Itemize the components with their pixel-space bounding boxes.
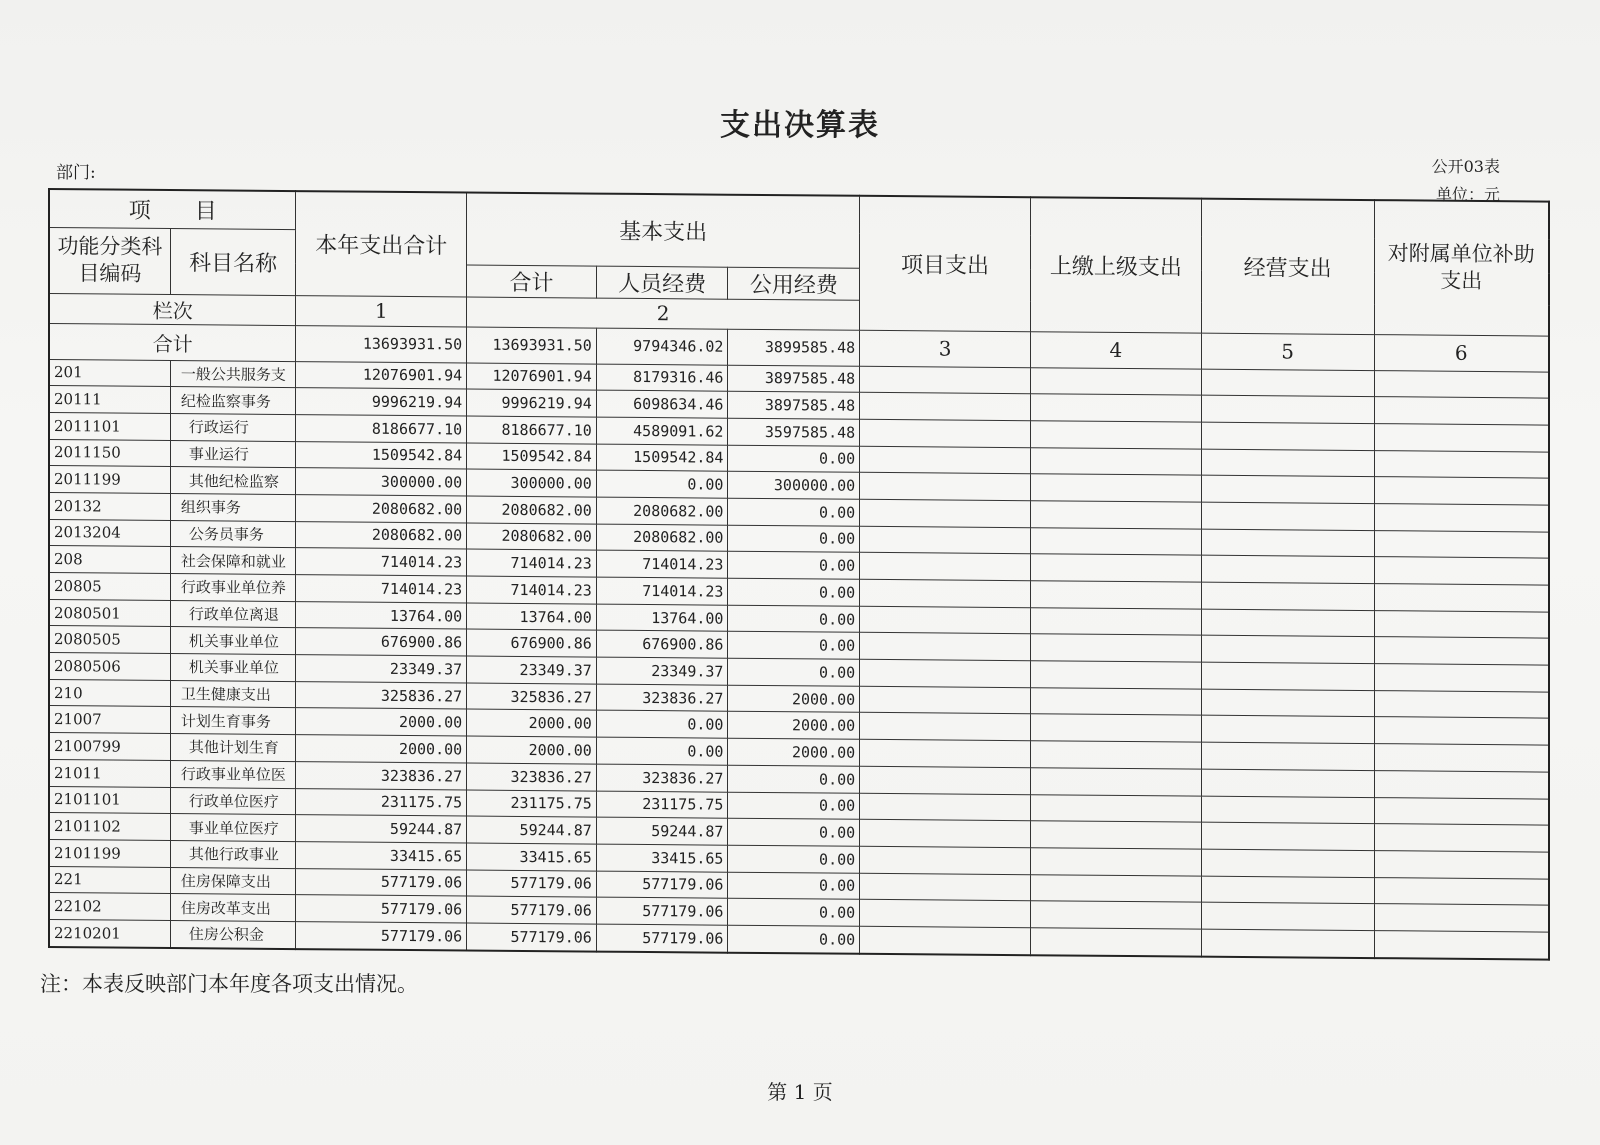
row-code: 20132 (49, 492, 170, 520)
row-code: 2011101 (49, 412, 170, 440)
public-funds-header: 公用经费 (728, 267, 860, 300)
row-empty-cell (1374, 690, 1549, 718)
row-basic-total: 1509542.84 (467, 443, 597, 471)
item-header: 项 目 (49, 189, 296, 229)
row-empty-cell (1201, 716, 1374, 744)
row-empty-cell (860, 793, 1031, 821)
row-empty-cell (1201, 902, 1374, 930)
column-index-label: 栏次 (49, 293, 296, 325)
row-empty-cell (1030, 367, 1201, 395)
row-empty-cell (1374, 904, 1549, 932)
func-code-header: 功能分类科目编码 (49, 227, 170, 294)
row-empty-cell (860, 579, 1031, 607)
row-total: 323836.27 (296, 761, 467, 789)
row-personnel: 714014.23 (596, 577, 728, 605)
row-empty-cell (1201, 529, 1374, 557)
row-subject-name: 卫生健康支出 (170, 680, 296, 708)
row-empty-cell (1374, 504, 1549, 532)
row-public-funds: 0.00 (728, 552, 860, 580)
row-personnel: 2080682.00 (596, 524, 728, 552)
row-code: 20805 (49, 573, 170, 601)
page-title: 支出决算表 (720, 108, 880, 143)
row-empty-cell (860, 873, 1031, 901)
row-empty-cell (1201, 796, 1374, 824)
expense-table (48, 188, 1550, 960)
row-subject-name: 机关事业单位 (170, 627, 296, 655)
row-personnel: 577179.06 (596, 897, 728, 925)
row-code: 221 (49, 866, 170, 894)
row-empty-cell (1374, 664, 1549, 692)
row-personnel: 323836.27 (596, 764, 728, 792)
row-empty-cell (1374, 637, 1549, 665)
row-basic-total: 59244.87 (467, 816, 597, 844)
row-empty-cell (1201, 876, 1374, 904)
row-total: 714014.23 (296, 548, 467, 576)
row-basic-total: 12076901.94 (467, 363, 597, 391)
row-total: 2000.00 (296, 735, 467, 763)
row-public-funds: 300000.00 (728, 471, 860, 499)
row-basic-total: 577179.06 (467, 870, 597, 898)
row-subject-name: 住房改革支出 (170, 894, 296, 922)
row-basic-total: 325836.27 (467, 683, 597, 711)
row-total: 577179.06 (296, 868, 467, 896)
row-code: 22102 (49, 893, 170, 921)
row-total: 33415.65 (296, 841, 467, 869)
row-subject-name: 行政运行 (170, 413, 296, 441)
unit-label: 单位：元 (1435, 185, 1500, 204)
row-empty-cell (1374, 610, 1549, 638)
row-total: 23349.37 (296, 655, 467, 683)
basic-total-header: 合计 (467, 265, 597, 298)
row-empty-cell (1030, 607, 1201, 635)
row-subject-name: 计划生育事务 (170, 707, 296, 735)
row-empty-cell (1201, 449, 1374, 477)
row-personnel: 0.00 (596, 711, 728, 739)
row-public-funds: 0.00 (728, 818, 860, 846)
column-index-1: 1 (296, 295, 467, 326)
row-basic-total: 9996219.94 (467, 389, 597, 417)
row-basic-total: 2080682.00 (467, 496, 597, 524)
row-personnel: 577179.06 (596, 871, 728, 899)
total-amount: 13693931.50 (296, 325, 467, 362)
row-empty-cell (1374, 717, 1549, 745)
row-subject-name: 住房公积金 (170, 920, 296, 948)
row-public-funds: 0.00 (728, 525, 860, 553)
row-empty-cell (1030, 848, 1201, 876)
row-empty-cell (1374, 770, 1549, 798)
row-personnel: 23349.37 (596, 657, 728, 685)
row-total: 2080682.00 (296, 521, 467, 549)
row-basic-total: 300000.00 (467, 469, 597, 497)
table-note: 注：本表反映部门本年度各项支出情况。 (40, 972, 418, 996)
row-empty-cell (1201, 395, 1374, 423)
row-public-funds: 3897585.48 (728, 365, 860, 393)
row-total: 676900.86 (296, 628, 467, 656)
row-empty-cell (1374, 477, 1549, 505)
row-empty-cell (1030, 527, 1201, 555)
row-basic-total: 231175.75 (467, 790, 597, 818)
row-empty-cell (1030, 741, 1201, 769)
row-empty-cell (860, 819, 1031, 847)
row-subject-name: 其他纪检监察 (170, 467, 296, 495)
row-subject-name: 公务员事务 (170, 520, 296, 548)
row-empty-cell (1201, 822, 1374, 850)
row-empty-cell (860, 526, 1031, 554)
column-index-2: 2 (467, 297, 860, 330)
row-public-funds: 2000.00 (728, 738, 860, 766)
row-empty-cell (1030, 394, 1201, 422)
row-empty-cell (860, 659, 1031, 687)
row-empty-cell (1030, 501, 1201, 529)
row-subject-name: 一般公共服务支 (170, 360, 296, 388)
row-subject-name: 行政事业单位养 (170, 574, 296, 602)
row-empty-cell (860, 713, 1031, 741)
row-empty-cell (860, 846, 1031, 874)
row-personnel: 0.00 (596, 737, 728, 765)
row-code: 2101101 (49, 786, 170, 814)
row-empty-cell (1374, 797, 1549, 825)
row-basic-total: 323836.27 (467, 763, 597, 791)
row-personnel: 33415.65 (596, 844, 728, 872)
row-code: 2101102 (49, 813, 170, 841)
row-basic-total: 676900.86 (467, 629, 597, 657)
row-empty-cell (1374, 423, 1549, 451)
row-public-funds: 0.00 (728, 872, 860, 900)
row-personnel: 2080682.00 (596, 497, 728, 525)
row-personnel: 6098634.46 (596, 390, 728, 418)
row-public-funds: 3897585.48 (728, 391, 860, 419)
basic-expense-header: 基本支出 (467, 193, 860, 268)
row-personnel: 577179.06 (596, 924, 728, 952)
row-total: 577179.06 (296, 922, 467, 951)
subsidy-affiliates-header: 对附属单位补助支出 (1374, 200, 1549, 335)
row-total: 1509542.84 (296, 441, 467, 469)
row-personnel: 4589091.62 (596, 417, 728, 445)
total-basic: 13693931.50 (467, 327, 597, 364)
row-public-funds: 0.00 (728, 792, 860, 820)
row-total: 12076901.94 (296, 361, 467, 389)
row-empty-cell (1201, 422, 1374, 450)
row-total: 2000.00 (296, 708, 467, 736)
row-subject-name: 事业运行 (170, 440, 296, 468)
row-total: 231175.75 (296, 788, 467, 816)
row-public-funds: 0.00 (728, 925, 860, 953)
row-public-funds: 0.00 (728, 845, 860, 873)
row-code: 2011199 (49, 466, 170, 494)
row-empty-cell (1374, 931, 1549, 960)
row-empty-cell (860, 446, 1031, 474)
row-empty-cell (1030, 901, 1201, 929)
row-empty-cell (1201, 742, 1374, 770)
remit-superior-header: 上缴上级支出 (1030, 197, 1201, 332)
row-public-funds: 0.00 (728, 765, 860, 793)
row-empty-cell (860, 392, 1031, 420)
row-empty-cell (860, 686, 1031, 714)
row-personnel: 1509542.84 (596, 444, 728, 472)
column-index-5: 5 (1201, 333, 1374, 370)
row-total: 577179.06 (296, 895, 467, 923)
form-number: 公开03表 (1431, 157, 1500, 176)
row-subject-name: 行政单位医疗 (170, 787, 296, 815)
row-empty-cell (1374, 584, 1549, 612)
row-empty-cell (1201, 369, 1374, 397)
row-public-funds: 0.00 (728, 498, 860, 526)
row-empty-cell (860, 739, 1031, 767)
row-empty-cell (860, 553, 1031, 581)
business-expense-header: 经营支出 (1201, 199, 1374, 334)
row-code: 2210201 (49, 919, 170, 947)
row-total: 8186677.10 (296, 414, 467, 442)
row-empty-cell (1374, 450, 1549, 478)
row-subject-name: 事业单位医疗 (170, 814, 296, 842)
row-subject-name: 社会保障和就业 (170, 547, 296, 575)
row-personnel: 676900.86 (596, 630, 728, 658)
row-basic-total: 714014.23 (467, 549, 597, 577)
row-subject-name: 住房保障支出 (170, 867, 296, 895)
row-code: 2011150 (49, 439, 170, 467)
row-code: 208 (49, 546, 170, 574)
row-empty-cell (860, 633, 1031, 661)
row-empty-cell (1030, 687, 1201, 715)
row-empty-cell (1030, 661, 1201, 689)
subject-name-header: 科目名称 (170, 228, 296, 295)
row-empty-cell (1374, 530, 1549, 558)
row-empty-cell (1030, 928, 1201, 957)
row-public-funds: 0.00 (728, 445, 860, 473)
row-total: 714014.23 (296, 575, 467, 603)
row-empty-cell (860, 606, 1031, 634)
column-index-3: 3 (860, 330, 1031, 367)
row-subject-name: 机关事业单位 (170, 654, 296, 682)
row-code: 2080506 (49, 653, 170, 681)
row-public-funds: 0.00 (728, 658, 860, 686)
row-code: 201 (49, 359, 170, 387)
row-empty-cell (860, 419, 1031, 447)
row-code: 2100799 (49, 733, 170, 761)
page-number: 第 1 页 (767, 1080, 833, 1104)
row-code: 2080505 (49, 626, 170, 654)
project-expense-header: 项目支出 (860, 196, 1031, 331)
row-empty-cell (1030, 474, 1201, 502)
row-total: 325836.27 (296, 681, 467, 709)
row-empty-cell (1374, 744, 1549, 772)
row-code: 210 (49, 679, 170, 707)
row-empty-cell (860, 366, 1031, 394)
row-basic-total: 577179.06 (467, 923, 597, 951)
row-subject-name: 其他行政事业 (170, 840, 296, 868)
row-basic-total: 2000.00 (467, 736, 597, 764)
row-empty-cell (1030, 821, 1201, 849)
row-empty-cell (1030, 794, 1201, 822)
row-empty-cell (1201, 475, 1374, 503)
row-empty-cell (1030, 874, 1201, 902)
row-empty-cell (1201, 769, 1374, 797)
total-expense-header: 本年支出合计 (296, 191, 467, 296)
row-empty-cell (1201, 849, 1374, 877)
total-personnel: 9794346.02 (596, 328, 728, 365)
row-basic-total: 13764.00 (467, 603, 597, 631)
row-empty-cell (1201, 555, 1374, 583)
total-public: 3899585.48 (728, 329, 860, 366)
column-index-4: 4 (1030, 331, 1201, 368)
row-code: 2013204 (49, 519, 170, 547)
row-basic-total: 2080682.00 (467, 523, 597, 551)
row-public-funds: 0.00 (728, 605, 860, 633)
row-empty-cell (860, 473, 1031, 501)
row-code: 21007 (49, 706, 170, 734)
row-empty-cell (1201, 502, 1374, 530)
row-public-funds: 0.00 (728, 632, 860, 660)
total-row-label: 合计 (49, 323, 296, 361)
row-subject-name: 其他计划生育 (170, 734, 296, 762)
row-basic-total: 577179.06 (467, 896, 597, 924)
row-code: 2101199 (49, 839, 170, 867)
department-label: 部门: (56, 163, 96, 183)
row-total: 300000.00 (296, 468, 467, 496)
row-empty-cell (1374, 850, 1549, 878)
row-empty-cell (1030, 634, 1201, 662)
row-personnel: 231175.75 (596, 791, 728, 819)
row-personnel: 13764.00 (596, 604, 728, 632)
row-personnel: 714014.23 (596, 550, 728, 578)
row-empty-cell (1030, 581, 1201, 609)
row-empty-cell (1030, 421, 1201, 449)
row-public-funds: 3597585.48 (728, 418, 860, 446)
row-empty-cell (1030, 554, 1201, 582)
row-personnel: 0.00 (596, 470, 728, 498)
row-empty-cell (1201, 636, 1374, 664)
row-public-funds: 0.00 (728, 578, 860, 606)
row-empty-cell (1374, 397, 1549, 425)
row-basic-total: 33415.65 (467, 843, 597, 871)
row-subject-name: 纪检监察事务 (170, 387, 296, 415)
row-empty-cell (860, 499, 1031, 527)
row-subject-name: 行政单位离退 (170, 600, 296, 628)
personnel-header: 人员经费 (596, 266, 728, 299)
row-subject-name: 行政事业单位医 (170, 760, 296, 788)
row-total: 9996219.94 (296, 388, 467, 416)
row-basic-total: 8186677.10 (467, 416, 597, 444)
row-basic-total: 714014.23 (467, 576, 597, 604)
row-empty-cell (1030, 714, 1201, 742)
row-personnel: 59244.87 (596, 817, 728, 845)
row-empty-cell (1374, 557, 1549, 585)
row-empty-cell (1374, 824, 1549, 852)
row-empty-cell (1030, 768, 1201, 796)
row-empty-cell (1201, 689, 1374, 717)
row-empty-cell (1201, 929, 1374, 958)
row-empty-cell (1201, 582, 1374, 610)
row-basic-total: 23349.37 (467, 656, 597, 684)
row-empty-cell (1030, 447, 1201, 475)
row-empty-cell (1201, 662, 1374, 690)
row-code: 2080501 (49, 599, 170, 627)
row-total: 2080682.00 (296, 495, 467, 523)
row-public-funds: 2000.00 (728, 712, 860, 740)
row-empty-cell (1374, 877, 1549, 905)
row-empty-cell (1201, 609, 1374, 637)
row-basic-total: 2000.00 (467, 709, 597, 737)
row-public-funds: 2000.00 (728, 685, 860, 713)
row-personnel: 8179316.46 (596, 364, 728, 392)
row-empty-cell (860, 926, 1031, 955)
row-code: 21011 (49, 759, 170, 787)
row-total: 59244.87 (296, 815, 467, 843)
row-public-funds: 0.00 (728, 898, 860, 926)
row-code: 20111 (49, 386, 170, 414)
row-subject-name: 组织事务 (170, 493, 296, 521)
row-empty-cell (860, 766, 1031, 794)
row-empty-cell (860, 900, 1031, 928)
row-empty-cell (1374, 370, 1549, 398)
row-total: 13764.00 (296, 601, 467, 629)
column-index-6: 6 (1374, 334, 1549, 371)
row-personnel: 323836.27 (596, 684, 728, 712)
